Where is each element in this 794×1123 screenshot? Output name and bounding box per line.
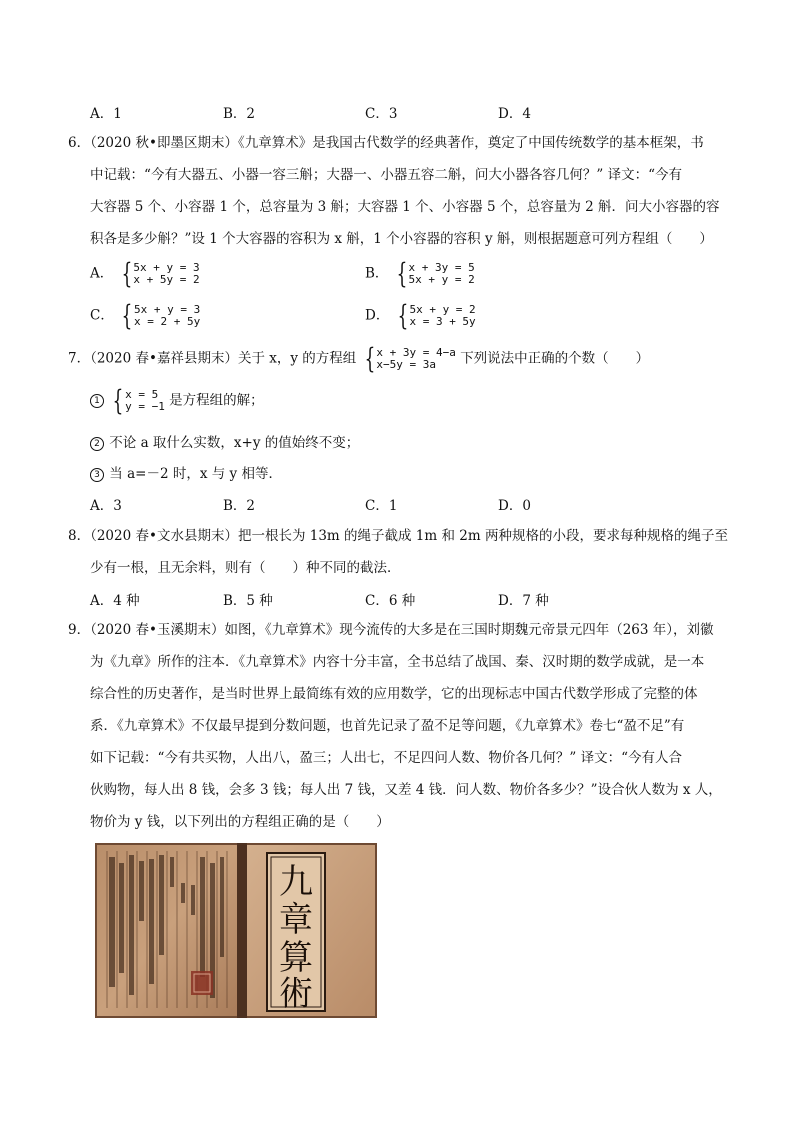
q9-line-7: 物价为 y 钱，以下列出的方程组正确的是（ ） — [90, 814, 390, 830]
q7-options — [90, 494, 690, 514]
q6-option-a: A． { 5x + y = 3 x + 5y = 2 — [90, 257, 200, 290]
q6-option-d: D． { 5x + y = 2 x = 3 + 5y — [365, 299, 476, 332]
q7-option-b: B．2 — [223, 498, 256, 514]
q5-option-c: C．3 — [365, 106, 398, 122]
q7-statement-2: 2 不论 a 取什么实数，x+y 的值始终不变； — [90, 431, 359, 451]
q9-line-1: 9．（2020 春•玉溪期末）如图，《九章算术》现今流传的大多是在三国时期魏元帝景元四年（263 年），刘徽 — [68, 622, 714, 638]
q9-line-3: 综合性的历史著作，是当时世界上最简练有效的应用数学，它的出现标志中国古代数学形成了完整的体 — [90, 686, 698, 702]
circled-number: 1 — [90, 394, 104, 408]
circled-number: 2 — [90, 437, 104, 451]
q5-option-a: A．1 — [90, 106, 122, 122]
q9-line-6: 伙购物，每人出 8 钱，会多 3 钱；每人出 7 钱，又差 4 钱．问人数、物价各多少？”设合伙人数为 x 人， — [90, 782, 722, 798]
q9-line-4: 系．《九章算术》不仅最早提到分数问题，也首先记录了盈不足等问题，《九章算术》卷七“盈不足”有 — [90, 718, 685, 734]
q6-line-2: 中记载：“今有大器五、小器一容三斛；大器一、小器五容二斛，问大小器各容几何？” 译文：“今有 — [90, 167, 682, 183]
book-title-char-3: 算 — [279, 938, 313, 978]
jiuzhang-suanshu-book-photo — [95, 843, 377, 1018]
q5-options — [90, 102, 690, 122]
q7-option-a: A．3 — [90, 498, 122, 514]
q9-line-5: 如下记载：“今有共买物，人出八，盈三；人出七，不足四问人数、物价各几何？” 译文：“今有人合 — [90, 750, 682, 766]
book-title-char-4: 術 — [279, 974, 313, 1014]
q7-statement-3: 3 当 a=－2 时，x 与 y 相等． — [90, 462, 282, 482]
q5-option-d: D．4 — [498, 106, 531, 122]
equation-system: { 5x + y = 3 x + 5y = 2 — [121, 257, 200, 290]
equation-system: { x = 5 y = −1 — [112, 384, 165, 417]
equation-system: { x + 3y = 5 5x + y = 2 — [396, 257, 475, 290]
equation-system: { x + 3y = 4−a x−5y = 3a — [364, 342, 456, 375]
q6-option-b: B． { x + 3y = 5 5x + y = 2 — [365, 257, 475, 290]
q9-line-2: 为《九章》所作的注本．《九章算术》内容十分丰富，全书总结了战国、秦、汉时期的数学成就，是一本 — [90, 654, 705, 670]
q8-line-1: 8．（2020 春•文水县期末）把一根长为 13m 的绳子截成 1m 和 2m 两种规格的小段，要求每种规格的绳子至 — [68, 528, 728, 544]
equation-system: { 5x + y = 3 x = 2 + 5y — [121, 299, 201, 332]
q6-line-3: 大容器 5 个、小容器 1 个，总容量为 3 斛；大容器 1 个、小容器 5 个，总容量为 2 斛．问大小容器的容 — [90, 199, 720, 215]
q7-stem: 7．（2020 春•嘉祥县期末）关于 x，y 的方程组 { x + 3y = 4−a x−5y = 3a 下列说法中正确的个数（ ） — [68, 342, 650, 375]
q6-line-1: 6．（2020 秋•即墨区期末）《九章算术》是我国古代数学的经典著作，奠定了中国传统数学的基本框架，书 — [68, 135, 704, 151]
q7-statement-1: 1 { x = 5 y = −1 是方程组的解； — [90, 387, 264, 415]
q8-option-c: C．6 种 — [365, 593, 416, 609]
q6-line-4: 积各是多少斛？”设 1 个大容器的容积为 x 斛，1 个小容器的容积 y 斛，则根据题意可列方程组（ ） — [90, 231, 713, 247]
circled-number: 3 — [90, 468, 104, 482]
q8-option-a: A．4 种 — [90, 593, 140, 609]
book-title-char-1: 九 — [279, 862, 313, 902]
q7-option-c: C．1 — [365, 498, 398, 514]
q7-option-d: D．0 — [498, 498, 531, 514]
q6-option-c: C． { 5x + y = 3 x = 2 + 5y — [90, 299, 201, 332]
q8-option-d: D．7 种 — [498, 593, 549, 609]
equation-system: { 5x + y = 2 x = 3 + 5y — [397, 299, 476, 332]
q8-line-2: 少有一根，且无余料，则有（ ）种不同的截法． — [90, 560, 401, 576]
book-title-char-2: 章 — [279, 900, 313, 940]
q5-option-b: B．2 — [223, 106, 256, 122]
q8-option-b: B．5 种 — [223, 593, 273, 609]
q8-options — [90, 589, 690, 609]
